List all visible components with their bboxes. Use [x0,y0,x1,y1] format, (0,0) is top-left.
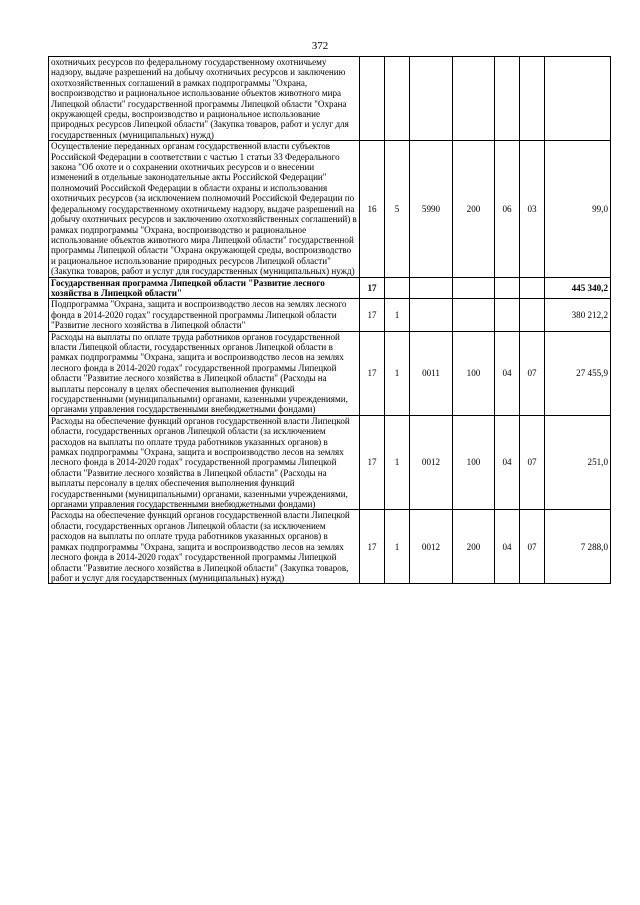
code-subsection: 07 [520,331,545,415]
code-program: 1 [385,510,410,584]
code-program: 1 [385,299,410,331]
code-ministry [360,57,385,141]
code-subsection [520,299,545,331]
code-target: 0012 [410,510,453,584]
amount [545,57,611,141]
table-row [49,277,611,299]
amount: 99,0 [545,141,611,277]
code-target: 0011 [410,331,453,415]
amount: 7 288,0 [545,510,611,584]
amount: 380 212,2 [545,299,611,331]
code-expense-type: 100 [453,415,495,510]
row-description: Расходы на обеспечение функций органов государственной власти Липецкой области, государственных органов Липецкой области (за исключением расходов на выплаты по оплате труда работников указанных органов) в рамках подпрограммы "Охрана, защита и воспроизводство лесов на землях лесного фонда в 2014-2020 годах" государственной программы Липецкой области "Развитие лесного хозяйства в Липецкой области" (Закупка товаров, работ и услуг для государственных (муниципальных) нужд) [49,510,360,584]
row-description: Расходы на обеспечение функций органов государственной власти Липецкой области, государственных органов Липецкой области (за исключением расходов на выплаты по оплате труда работников указанных органов) в рамках подпрограммы "Охрана, защита и воспроизводство лесов на землях лесного фонда в 2014-2020 годах" государственной программы Липецкой области "Развитие лесного хозяйства в Липецкой области" (Расходы на выплаты персоналу в целях обеспечения выполнения функций государственными (муниципальными) органами, казенными учреждениями, органами управления государственными внебюджетными фондами) [49,415,360,510]
table-row [49,510,611,584]
code-expense-type: 100 [453,331,495,415]
code-program: 1 [385,415,410,510]
code-program [385,57,410,141]
budget-table [48,56,611,584]
amount: 251,0 [545,415,611,510]
code-target [410,57,453,141]
code-section: 04 [495,415,520,510]
page-number: 372 [311,40,329,52]
code-section: 04 [495,510,520,584]
code-expense-type [453,277,495,299]
code-target [410,299,453,331]
table-body [49,57,611,584]
code-section: 06 [495,141,520,277]
code-ministry: 17 [360,331,385,415]
code-target [410,277,453,299]
code-expense-type [453,57,495,141]
code-section [495,299,520,331]
code-ministry: 17 [360,299,385,331]
amount: 445 340,2 [545,277,611,299]
table-row [49,57,611,141]
code-ministry: 16 [360,141,385,277]
code-section [495,57,520,141]
code-section [495,277,520,299]
code-expense-type [453,299,495,331]
code-program: 1 [385,331,410,415]
row-description: охотничьих ресурсов по федеральному государственному охотничьему надзору, выдаче разрешений на добычу охотничьих ресурсов и заключению охотхозяйственных соглашений в рамках подпрограммы "Охрана, воспроизводство и рациональное использование объектов животного мира Липецкой области" государственной программы Липецкой области "Охрана окружающей среды, воспроизводство и рациональное использование природных ресурсов Липецкой области" (Закупка товаров, работ и услуг для государственных (муниципальных) нужд) [49,57,360,141]
row-description: Расходы на выплаты по оплате труда работников органов государственной власти Липецкой области, государственных органов Липецкой области в рамках подпрограммы "Охрана, защита и воспроизводство лесов на землях лесного фонда в 2014-2020 годах" государственной программы Липецкой области "Развитие лесного хозяйства в Липецкой области" (Расходы на выплаты персоналу в целях обеспечения выполнения функций государственными (муниципальными) органами, казенными учреждениями, органами управления государственными внебюджетными фондами) [49,331,360,415]
code-target: 5990 [410,141,453,277]
code-section: 04 [495,331,520,415]
code-target: 0012 [410,415,453,510]
code-subsection [520,277,545,299]
table-row [49,415,611,510]
row-description: Подпрограмма "Охрана, защита и воспроизводство лесов на землях лесного фонда в 2014-2020 годах" государственной программы Липецкой области "Развитие лесного хозяйства в Липецкой области" [49,299,360,331]
code-expense-type: 200 [453,141,495,277]
code-program [385,277,410,299]
code-program: 5 [385,141,410,277]
table-row [49,331,611,415]
code-expense-type: 200 [453,510,495,584]
table-row [49,141,611,277]
code-subsection: 07 [520,415,545,510]
amount: 27 455,9 [545,331,611,415]
code-subsection [520,57,545,141]
code-ministry: 17 [360,415,385,510]
code-subsection: 07 [520,510,545,584]
code-ministry: 17 [360,277,385,299]
code-subsection: 03 [520,141,545,277]
code-ministry: 17 [360,510,385,584]
row-description: Государственная программа Липецкой области "Развитие лесного хозяйства в Липецкой области" [49,277,360,299]
table-row [49,299,611,331]
row-description: Осуществление переданных органам государственной власти субъектов Российской Федерации в соответствии с частью 1 статьи 33 Федерального закона "Об охоте и о сохранении охотничьих ресурсов и о внесении изменений в отдельные законодательные акты Российской Федерации" полномочий Российской Федерации в области охраны и использования охотничьих ресурсов (за исключением полномочий Российской Федерации по федеральному государственному охотничьему надзору, выдаче разрешений на добычу охотничьих ресурсов и заключению охотхозяйственных соглашений) в рамках подпрограммы "Охрана, воспроизводство и рациональное использование объектов животного мира Липецкой области" государственной программы Липецкой области "Охрана окружающей среды, воспроизводство и рациональное использование природных ресурсов Липецкой области" (Закупка товаров, работ и услуг для государственных (муниципальных) нужд) [49,141,360,277]
